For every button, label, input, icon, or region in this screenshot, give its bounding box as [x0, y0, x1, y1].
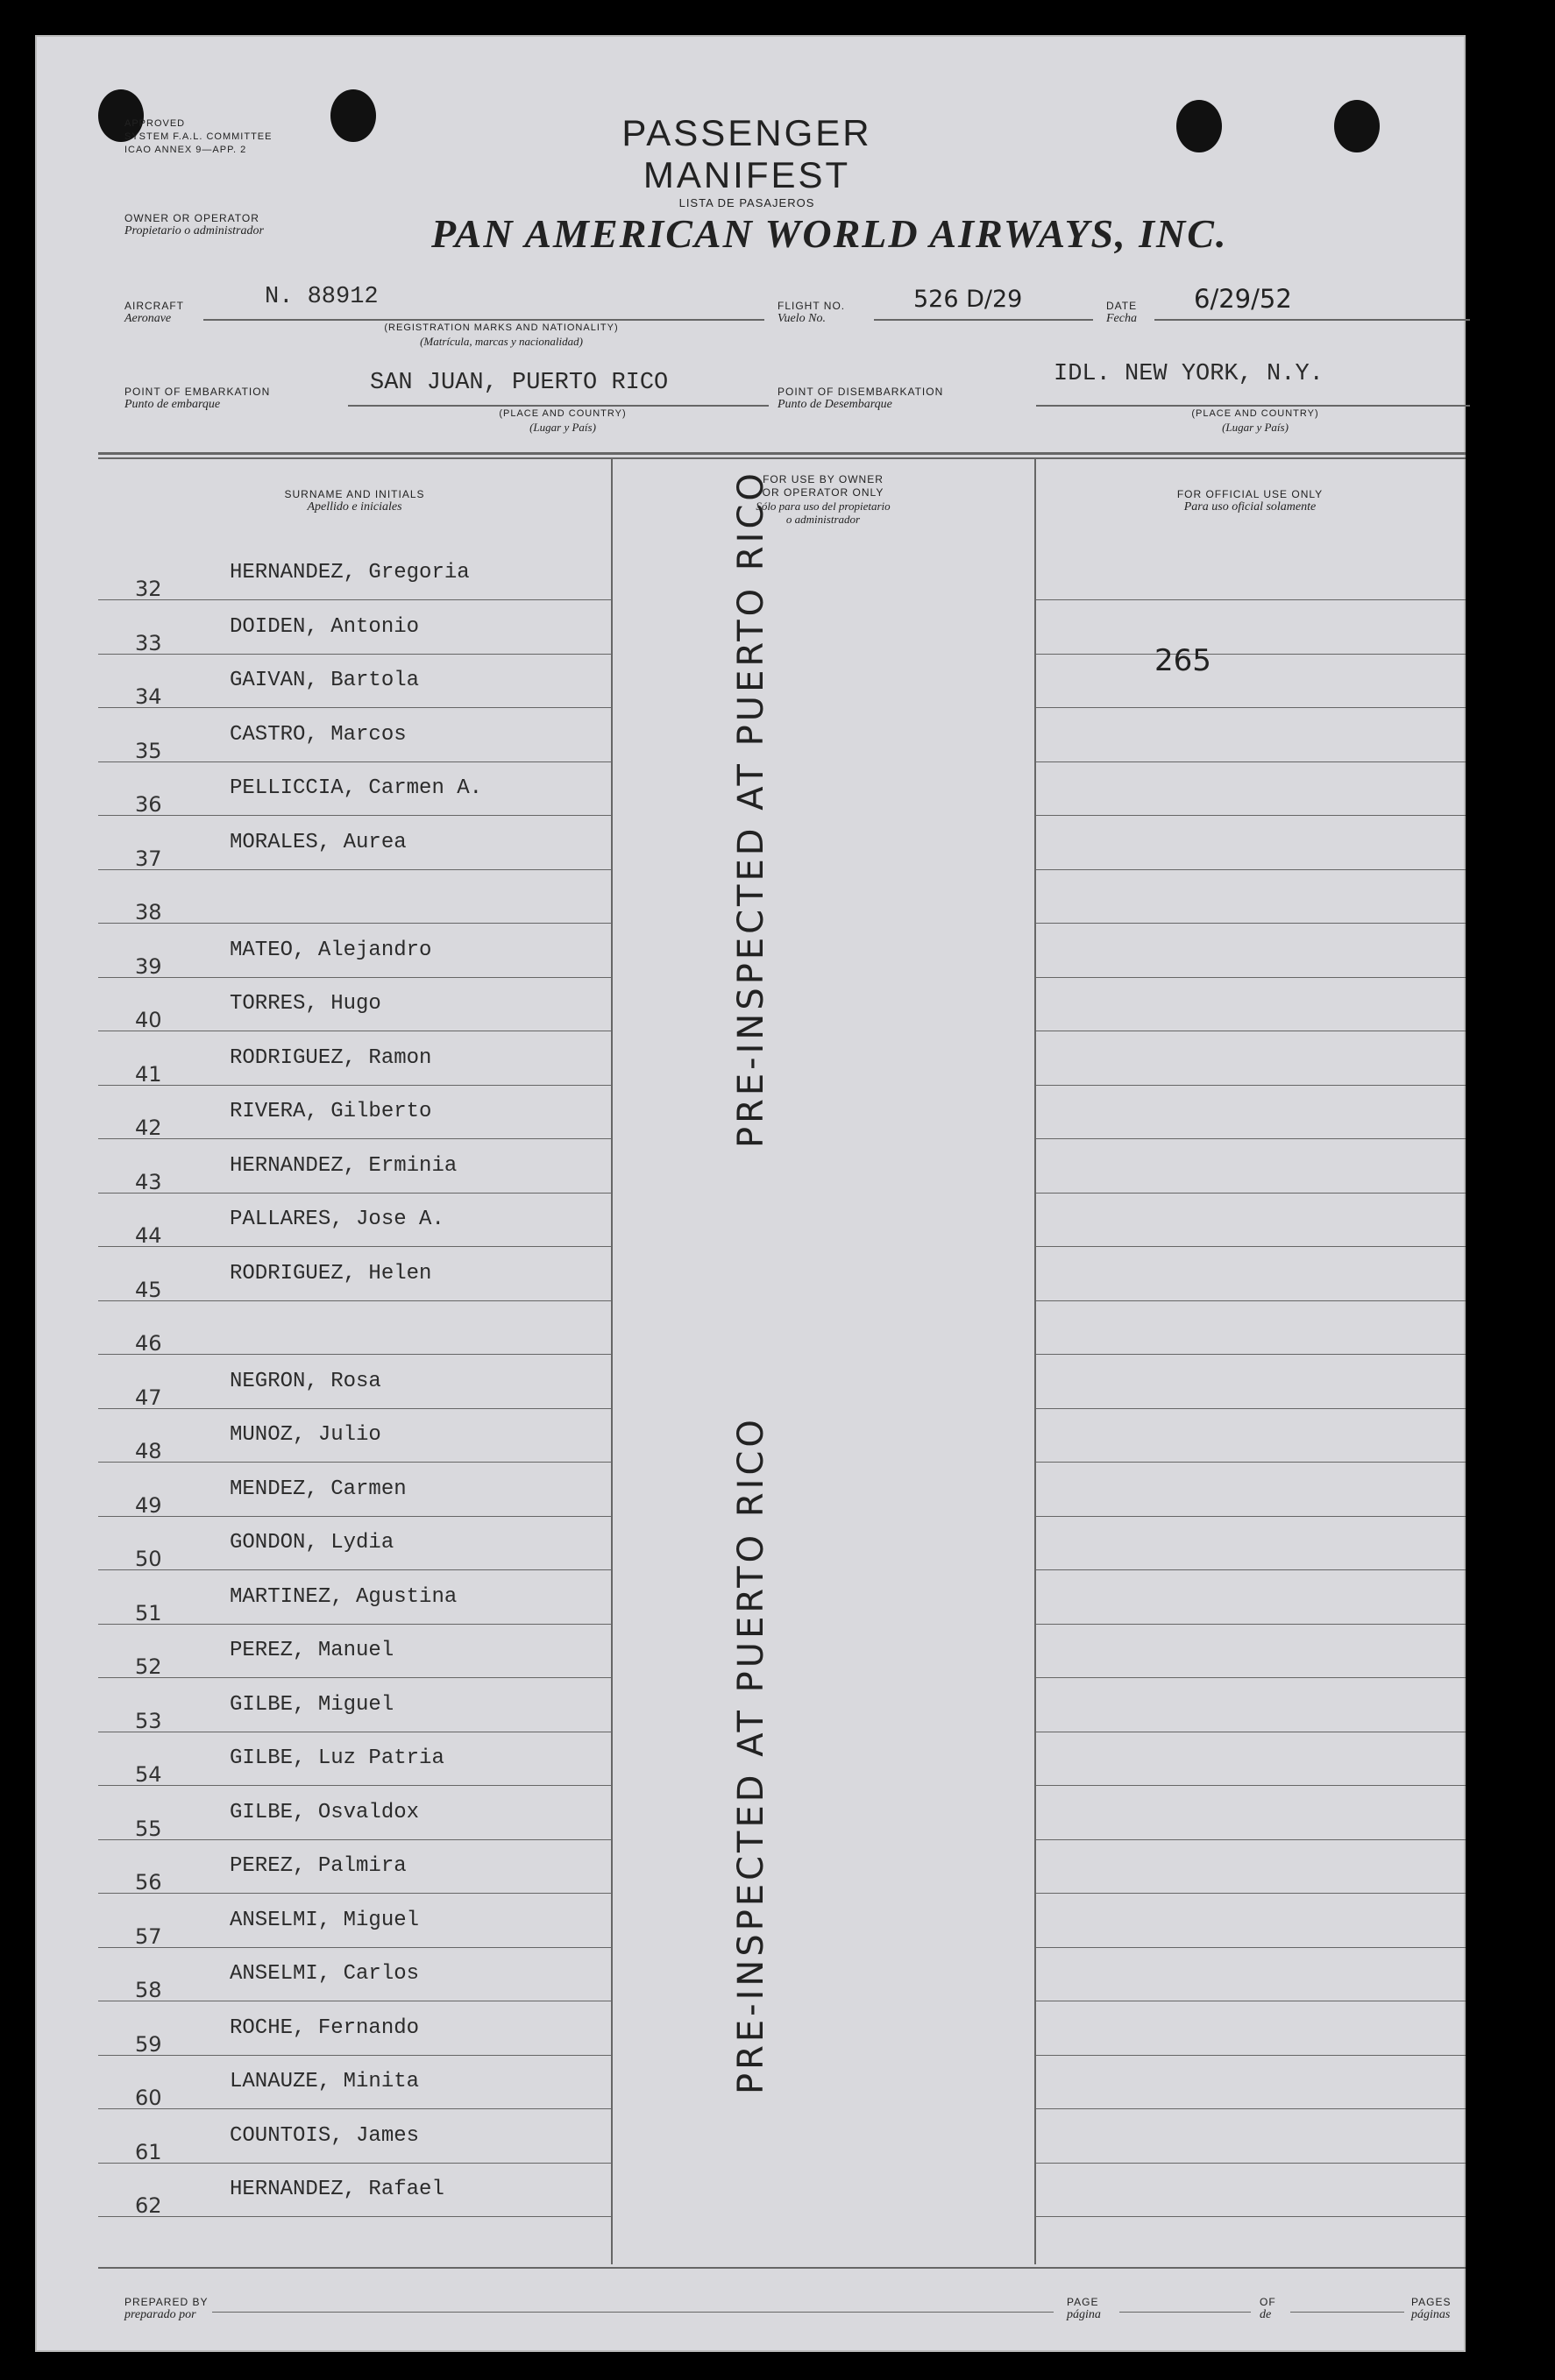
row-rule	[98, 2108, 611, 2109]
aircraft-label: AIRCRAFT	[124, 300, 184, 312]
aircraft-label-es: Aeronave	[124, 312, 172, 325]
passenger-name: HERNANDEZ, Gregoria	[230, 561, 470, 584]
row-rule-official	[1036, 599, 1466, 600]
table-row	[98, 877, 1466, 930]
row-rule-official	[1036, 654, 1466, 655]
flight-label-block	[778, 300, 845, 326]
disembarkation-note: (PLACE AND COUNTRY)	[1191, 408, 1319, 419]
row-rule	[98, 1138, 611, 1139]
row-rule-official	[1036, 761, 1466, 762]
pages-label-es: páginas	[1411, 2308, 1451, 2321]
table-row	[98, 931, 1466, 984]
row-rule	[98, 815, 611, 816]
surname-header-label: SURNAME AND INITIALS	[284, 488, 425, 500]
passenger-name: GAIVAN, Bartola	[230, 669, 420, 692]
pre-inspected-stamp: PRE-INSPECTED AT PUERTO RICO	[731, 470, 771, 1148]
table-row	[98, 1578, 1466, 1631]
passenger-name: MARTINEZ, Agustina	[230, 1585, 458, 1609]
row-number: 58	[135, 1978, 162, 2002]
passenger-name: RODRIGUEZ, Ramon	[230, 1046, 432, 1070]
row-rule-official	[1036, 2055, 1466, 2056]
table-row	[98, 1739, 1466, 1792]
row-rule-official	[1036, 1138, 1466, 1139]
row-rule-official	[1036, 1516, 1466, 1517]
row-number: 54	[135, 1762, 162, 1787]
prepared-label: PREPARED BY	[124, 2296, 209, 2308]
row-number: 42	[135, 1116, 162, 1140]
official-use-label: FOR OFFICIAL USE ONLY	[1176, 488, 1324, 500]
row-number: 43	[135, 1170, 162, 1194]
disembarkation-label: POINT OF DISEMBARKATION	[778, 386, 944, 398]
page-underline	[1119, 2312, 1251, 2313]
table-row	[98, 2063, 1466, 2115]
table-row	[98, 769, 1466, 822]
row-number: 51	[135, 1601, 162, 1626]
table-row	[98, 1470, 1466, 1523]
row-rule	[98, 1839, 611, 1840]
embarkation-label-block	[124, 386, 270, 412]
passenger-name: HERNANDEZ, Rafael	[230, 2178, 444, 2201]
row-rule	[98, 2163, 611, 2164]
prepared-underline	[212, 2312, 1054, 2313]
owner-value: PAN AMERICAN WORLD AIRWAYS, INC.	[431, 211, 1228, 256]
table-bottom-rule	[98, 2267, 1466, 2269]
row-rule-official	[1036, 2108, 1466, 2109]
row-rule	[98, 869, 611, 870]
passenger-name: GILBE, Osvaldox	[230, 1801, 420, 1824]
passenger-name: RODRIGUEZ, Helen	[230, 1262, 432, 1286]
surname-header-es: Apellido e iniciales	[307, 500, 402, 514]
row-number: 45	[135, 1278, 162, 1302]
row-number: 34	[135, 684, 162, 709]
date-label-block	[1106, 300, 1137, 326]
passenger-name: ANSELMI, Miguel	[230, 1909, 420, 1932]
row-number: 38	[135, 900, 162, 924]
table-row	[98, 1524, 1466, 1576]
row-rule-official	[1036, 1300, 1466, 1301]
row-number: 39	[135, 954, 162, 979]
row-rule	[98, 1462, 611, 1463]
row-rule	[98, 599, 611, 600]
passenger-name: HERNANDEZ, Erminia	[230, 1154, 458, 1178]
flight-value: 526 D/29	[913, 286, 1023, 313]
table-row	[98, 1363, 1466, 1415]
passenger-name: PEREZ, Manuel	[230, 1639, 394, 1662]
table-row	[98, 985, 1466, 1038]
row-rule	[98, 1516, 611, 1517]
owner-use-header	[613, 473, 1033, 526]
punch-hole	[330, 89, 376, 142]
row-number: 50	[135, 1547, 162, 1571]
pages-block	[1411, 2296, 1451, 2322]
manifest-page	[35, 35, 1466, 2352]
aircraft-value: N. 88912	[265, 284, 379, 310]
punch-hole	[1176, 100, 1222, 152]
date-label-es: Fecha	[1106, 312, 1137, 325]
row-rule-official	[1036, 1947, 1466, 1948]
row-rule-official	[1036, 1839, 1466, 1840]
prepared-block	[124, 2296, 208, 2322]
table-row	[98, 2117, 1466, 2170]
embarkation-note-es: (Lugar y País)	[529, 421, 596, 434]
row-number: 56	[135, 1870, 162, 1895]
table-row	[98, 1147, 1466, 1200]
passenger-name: DOIDEN, Antonio	[230, 615, 420, 639]
embarkation-note: (PLACE AND COUNTRY)	[499, 408, 627, 419]
disembarkation-label-block	[778, 386, 943, 412]
page-label-es: página	[1067, 2308, 1101, 2321]
row-rule-official	[1036, 1246, 1466, 1247]
table-row	[98, 1902, 1466, 1954]
prepared-label-es: preparado por	[124, 2308, 196, 2321]
row-number: 60	[135, 2086, 162, 2110]
of-label: OF	[1260, 2296, 1276, 2308]
passenger-name: PEREZ, Palmira	[230, 1854, 407, 1878]
row-number: 37	[135, 846, 162, 871]
passenger-name: GILBE, Miguel	[230, 1693, 394, 1717]
row-number: 55	[135, 1817, 162, 1841]
title-block	[528, 112, 966, 209]
row-rule-official	[1036, 1785, 1466, 1786]
passenger-name: NEGRON, Rosa	[230, 1370, 381, 1393]
table-row	[98, 1794, 1466, 1846]
passenger-name: COUNTOIS, James	[230, 2124, 420, 2148]
embarkation-label-es: Punto de embarque	[124, 398, 221, 411]
passenger-name: GILBE, Luz Patria	[230, 1746, 444, 1770]
row-rule	[98, 977, 611, 978]
disembarkation-value: IDL. NEW YORK, N.Y.	[1054, 361, 1324, 387]
approval-line: APPROVED	[124, 118, 186, 129]
official-use-es: Para uso oficial solamente	[1183, 500, 1317, 514]
table-row	[98, 608, 1466, 661]
row-rule	[98, 1785, 611, 1786]
passenger-name: GONDON, Lydia	[230, 1531, 394, 1555]
page-block	[1067, 2296, 1101, 2322]
table-row	[98, 824, 1466, 876]
punch-hole	[1334, 100, 1380, 152]
table-row	[98, 1632, 1466, 1684]
row-number: 44	[135, 1223, 162, 1248]
owner-label-es: Propietario o administrador	[124, 224, 264, 237]
passenger-name: CASTRO, Marcos	[230, 723, 407, 747]
table-row	[98, 1847, 1466, 1900]
row-number: 48	[135, 1439, 162, 1463]
disembarkation-note-es: (Lugar y País)	[1222, 421, 1289, 434]
owner-label-block	[124, 212, 264, 238]
passenger-name: MATEO, Alejandro	[230, 939, 432, 962]
page-subtitle: LISTA DE PASAJEROS	[678, 196, 815, 209]
row-number: 36	[135, 792, 162, 817]
owner-use-label: FOR USE BY OWNER	[763, 473, 884, 485]
owner-label: OWNER OR OPERATOR	[124, 212, 259, 224]
row-number: 33	[135, 631, 162, 655]
row-number: 46	[135, 1331, 162, 1356]
passenger-name: MORALES, Aurea	[230, 831, 407, 854]
row-rule	[98, 1246, 611, 1247]
owner-use-es-2: o administrador	[785, 513, 861, 526]
row-rule-official	[1036, 1569, 1466, 1570]
table-row	[98, 1093, 1466, 1145]
row-number: 40	[135, 1008, 162, 1032]
row-number: 62	[135, 2193, 162, 2218]
passenger-name: PELLICCIA, Carmen A.	[230, 776, 483, 800]
page-label: PAGE	[1067, 2296, 1099, 2308]
disembarkation-label-es: Punto de Desembarque	[778, 398, 892, 411]
row-rule	[98, 707, 611, 708]
row-rule-official	[1036, 1624, 1466, 1625]
aircraft-underline	[203, 319, 764, 321]
table-row	[98, 554, 1466, 606]
row-rule-official	[1036, 815, 1466, 816]
table-row	[98, 1039, 1466, 1092]
row-rule-official	[1036, 1893, 1466, 1894]
row-number: 59	[135, 2032, 162, 2057]
row-rule-official	[1036, 1677, 1466, 1678]
row-number: 53	[135, 1709, 162, 1733]
row-rule-official	[1036, 977, 1466, 978]
passenger-name: MENDEZ, Carmen	[230, 1477, 407, 1501]
disembarkation-underline	[1036, 405, 1470, 407]
row-rule	[98, 761, 611, 762]
row-rule	[98, 1893, 611, 1894]
embarkation-value: SAN JUAN, PUERTO RICO	[370, 370, 669, 396]
table-row	[98, 2171, 1466, 2223]
row-rule	[98, 1408, 611, 1409]
flight-underline	[874, 319, 1093, 321]
flight-label: FLIGHT NO.	[778, 300, 846, 312]
date-underline	[1154, 319, 1470, 321]
row-rule-official	[1036, 2163, 1466, 2164]
approval-line: ICAO ANNEX 9—APP. 2	[124, 145, 247, 155]
embarkation-underline	[348, 405, 769, 407]
row-number: 35	[135, 739, 162, 763]
row-number: 57	[135, 1924, 162, 1949]
table-row	[98, 716, 1466, 769]
table-top-rule	[98, 452, 1466, 455]
embarkation-label: POINT OF EMBARKATION	[124, 386, 271, 398]
of-block	[1260, 2296, 1276, 2322]
passenger-name: ANSELMI, Carlos	[230, 1962, 420, 1986]
pages-label: PAGES	[1411, 2296, 1452, 2308]
row-rule-official	[1036, 707, 1466, 708]
row-rule-official	[1036, 1408, 1466, 1409]
table-top-rule-2	[98, 457, 1466, 459]
row-rule	[98, 923, 611, 924]
row-number: 49	[135, 1493, 162, 1518]
row-rule-official	[1036, 1354, 1466, 1355]
table-row	[98, 662, 1466, 714]
row-number: 52	[135, 1654, 162, 1679]
aircraft-note-es: (Matrícula, marcas y nacionalidad)	[420, 335, 583, 348]
table-row	[98, 2009, 1466, 2062]
date-label: DATE	[1106, 300, 1138, 312]
approval-line: SYSTEM F.A.L. COMMITTEE	[124, 131, 273, 142]
row-rule	[98, 1193, 611, 1194]
official-note: 265	[1154, 643, 1211, 678]
passenger-name: LANAUZE, Minita	[230, 2070, 420, 2093]
row-rule-official	[1036, 869, 1466, 870]
row-rule	[98, 1085, 611, 1086]
row-rule	[98, 2216, 611, 2217]
row-rule-official	[1036, 1193, 1466, 1194]
table-row	[98, 1201, 1466, 1253]
row-number: 41	[135, 1062, 162, 1087]
approval-block	[124, 117, 272, 157]
surname-header	[98, 488, 611, 514]
date-value: 6/29/52	[1194, 284, 1292, 314]
row-number: 61	[135, 2140, 162, 2164]
row-rule	[98, 1354, 611, 1355]
table-row	[98, 1416, 1466, 1469]
official-use-header	[1036, 488, 1464, 514]
row-rule	[98, 1677, 611, 1678]
passenger-name: PALLARES, Jose A.	[230, 1208, 444, 1231]
row-number: 47	[135, 1385, 162, 1410]
row-rule	[98, 1624, 611, 1625]
owner-use-es: Sólo para uso del propietario	[756, 499, 891, 513]
row-rule	[98, 1300, 611, 1301]
table-row	[98, 1308, 1466, 1361]
owner-use-label-2: OR OPERATOR ONLY	[762, 486, 884, 499]
passenger-name: TORRES, Hugo	[230, 992, 381, 1016]
row-rule	[98, 654, 611, 655]
row-rule-official	[1036, 923, 1466, 924]
row-rule	[98, 2055, 611, 2056]
passenger-name: ROCHE, Fernando	[230, 2016, 420, 2040]
flight-label-es: Vuelo No.	[778, 312, 826, 325]
pre-inspected-stamp: PRE-INSPECTED AT PUERTO RICO	[731, 1416, 771, 2094]
row-number: 32	[135, 577, 162, 601]
row-rule	[98, 1947, 611, 1948]
row-rule	[98, 1569, 611, 1570]
aircraft-label-block	[124, 300, 184, 326]
row-rule-official	[1036, 1462, 1466, 1463]
passenger-name: MUNOZ, Julio	[230, 1423, 381, 1447]
table-row	[98, 1255, 1466, 1307]
page-title: PASSENGER MANIFEST	[621, 112, 872, 195]
passenger-name: RIVERA, Gilberto	[230, 1100, 432, 1123]
table-row	[98, 1686, 1466, 1739]
of-underline	[1290, 2312, 1404, 2313]
row-rule-official	[1036, 2216, 1466, 2217]
aircraft-note: (REGISTRATION MARKS AND NATIONALITY)	[384, 322, 619, 333]
of-label-es: de	[1260, 2308, 1272, 2321]
row-rule-official	[1036, 1085, 1466, 1086]
table-row	[98, 1955, 1466, 2008]
